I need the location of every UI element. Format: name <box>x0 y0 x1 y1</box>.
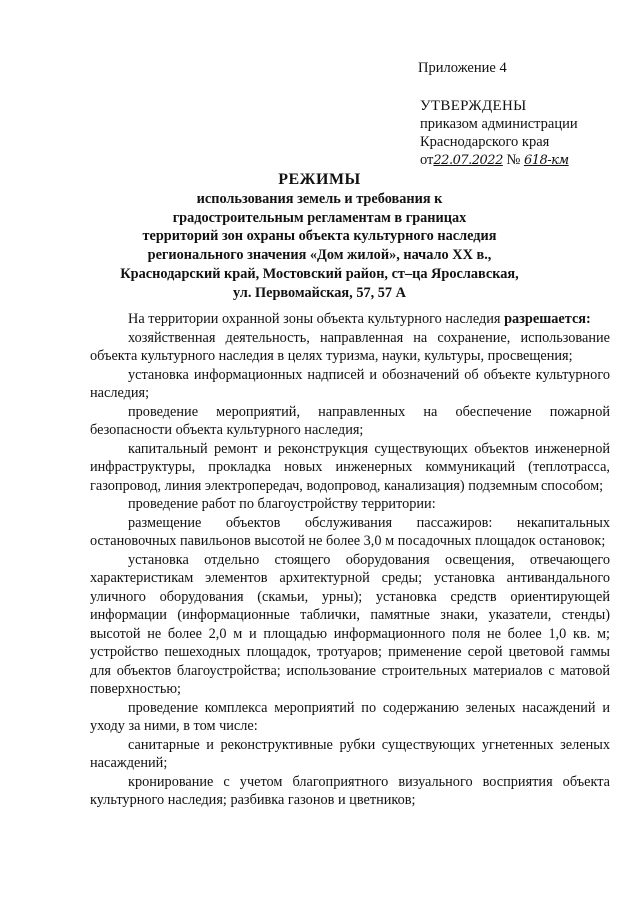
title-heading: РЕЖИМЫ <box>278 171 361 188</box>
title-line: регионального значения «Дом жилой», начало XX в., <box>147 247 492 264</box>
title-line: использования земель и требования к <box>196 191 443 207</box>
intro-text: На территории охранной зоны объекта культурного наследия <box>128 311 501 327</box>
body-paragraph: хозяйственная деятельность, направленная на сохранение, использование объекта культурного наследия в целях туризма, науки, культуры, просвещения; <box>90 329 610 364</box>
order-date-number <box>420 151 578 170</box>
number-sign: № <box>506 152 521 168</box>
document-body <box>90 310 610 810</box>
document-title <box>0 170 639 302</box>
body-paragraph: санитарные и реконструктивные рубки существующих угнетенных зеленых насаждений; <box>90 736 610 771</box>
handwritten-date: 22.07.2022 <box>433 153 503 168</box>
handwritten-number: 618-км <box>523 153 569 168</box>
order-line-2: Краснодарского края <box>420 134 550 150</box>
title-line: ул. Первомайская, 57, 57 А <box>233 284 406 301</box>
title-line: Краснодарский край, Мостовский район, ст–ца Ярославская, <box>120 265 519 282</box>
order-line-1: приказом администрации <box>420 116 578 132</box>
title-line: градостроительным регламентам в границах <box>172 209 467 226</box>
appendix-label: Приложение 4 <box>418 60 507 76</box>
body-paragraph: проведение работ по благоустройству территории: <box>128 496 436 512</box>
body-paragraph: проведение комплекса мероприятий по содержанию зеленых насаждений и уходу за ними, в том числе: <box>90 699 610 734</box>
intro-paragraph <box>90 310 610 329</box>
body-paragraph: размещение объектов обслуживания пассажиров: некапитальных остановочных павильонов высотой не более 3,0 м посадочных площадок остановок; <box>90 514 610 549</box>
body-paragraph: кронирование с учетом благоприятного визуального восприятия объекта культурного наследия; разбивка газонов и цветников; <box>90 773 610 808</box>
body-paragraph: проведение мероприятий, направленных на обеспечение пожарной безопасности объекта культурного наследия; <box>90 403 610 438</box>
body-paragraph: установка отдельно стоящего оборудования освещения, отвечающего характеристикам элементов архитектурной среды; установка антивандального уличного оборудования (скамьи, урны); установка средств ориентирующей информации (информационные таблички, памятные знаки, указатели, стенды) высотой не более 2,0 м и площадью информационного поля не более 1,0 кв. м; устройство пешеходных площадок, тротуаров; применение серой цветовой гаммы для объектов благоустройства; использование строительных материалов с матовой поверхностью; <box>90 551 610 697</box>
body-paragraph: установка информационных надписей и обозначений об объекте культурного наследия; <box>90 366 610 401</box>
body-paragraph: капитальный ремонт и реконструкция существующих объектов инженерной инфраструктуры, прокладка новых инженерных коммуникаций (теплотрасса, газопровод, линия электропередач, водопровод, канализация) подземным способом; <box>90 440 610 494</box>
intro-bold: разрешается: <box>504 311 591 327</box>
approval-block <box>420 97 578 170</box>
approved-heading: УТВЕРЖДЕНЫ <box>420 98 527 114</box>
date-prefix: от <box>420 152 434 168</box>
title-line: территорий зон охраны объекта культурного наследия <box>142 228 497 245</box>
